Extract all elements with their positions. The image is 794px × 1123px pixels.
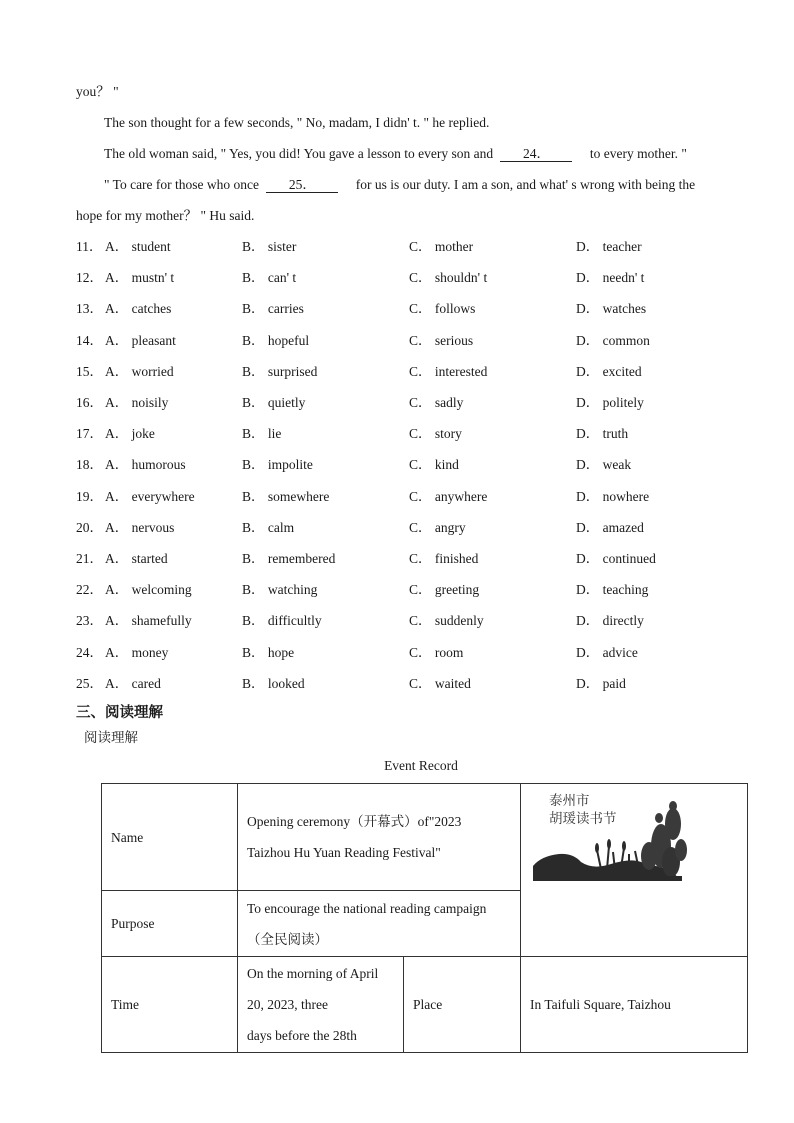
option-c: C． shouldn' t	[409, 270, 488, 286]
option-b: B． surprised	[242, 363, 318, 379]
option-b: B． impolite	[242, 457, 313, 473]
time-label-cell	[102, 957, 238, 1053]
passage-line-3-before: The old woman said, " Yes, you did! You gave a lesson to every son and	[104, 146, 494, 161]
place-label-cell	[404, 957, 521, 1053]
name-label-cell	[102, 784, 238, 891]
option-d: D． excited	[576, 363, 642, 379]
option-b: B． watching	[242, 582, 318, 598]
option-d: D． teaching	[576, 582, 649, 598]
option-d: D． paid	[576, 675, 626, 691]
option-d: D． continued	[576, 551, 656, 566]
question-number: 18．	[76, 457, 103, 473]
place-value: In Taifuli Square, Taizhou	[530, 997, 671, 1012]
section-subtitle: 阅读理解	[84, 730, 138, 746]
option-a: A． cared	[105, 675, 161, 691]
option-c: C． angry	[409, 519, 466, 535]
logo-line-2: 胡瑗读书节	[549, 811, 617, 827]
option-b: B． hope	[242, 644, 295, 660]
question-row	[76, 612, 776, 630]
question-number: 22．	[76, 582, 103, 598]
question-row	[76, 394, 776, 412]
option-c: C． waited	[409, 675, 471, 691]
option-a: A． welcoming	[105, 582, 192, 598]
purpose-line-2: （全民阅读）	[247, 931, 328, 947]
option-a: A． noisily	[105, 395, 169, 410]
option-c: C． kind	[409, 457, 459, 473]
passage-line-4	[104, 176, 695, 194]
purpose-label: Purpose	[111, 916, 155, 931]
question-row	[76, 675, 776, 693]
question-number: 21．	[76, 551, 103, 566]
festival-logo	[521, 784, 747, 890]
option-d: D． needn' t	[576, 270, 645, 286]
option-b: B． remembered	[242, 551, 336, 566]
question-row	[76, 488, 776, 506]
option-d: D． amazed	[576, 519, 644, 535]
question-number: 15．	[76, 363, 103, 379]
question-number: 24．	[76, 644, 103, 660]
option-b: B． lie	[242, 426, 282, 442]
passage-line-4-after: for us is our duty. I am a son, and what' s wrong with being the	[355, 177, 696, 192]
place-label: Place	[413, 997, 443, 1012]
passage-line-1: you？ "	[76, 84, 119, 99]
logo-cell	[521, 784, 748, 957]
option-a: A． joke	[105, 426, 155, 442]
question-row	[76, 425, 776, 443]
row-time	[102, 957, 748, 1053]
option-b: B． quietly	[242, 395, 306, 410]
option-b: B． hopeful	[242, 332, 310, 348]
logo-line-1: 泰州市	[549, 793, 590, 809]
cactus-silhouette-icon	[521, 784, 747, 890]
option-a: A． pleasant	[105, 332, 176, 348]
question-number: 25．	[76, 675, 103, 691]
option-b: B． sister	[242, 239, 297, 254]
option-c: C． follows	[409, 301, 476, 317]
passage-line-2: The son thought for a few seconds, " No, madam, I didn' t. " he replied.	[104, 115, 490, 130]
option-c: C． suddenly	[409, 613, 484, 629]
option-c: C． sadly	[409, 395, 464, 410]
question-number: 20．	[76, 519, 103, 535]
option-b: B． calm	[242, 519, 295, 535]
question-number: 19．	[76, 488, 103, 504]
purpose-line-1: To encourage the national reading campaign	[247, 900, 487, 916]
option-b: B． looked	[242, 675, 305, 691]
question-row	[76, 581, 776, 599]
option-a: A． shamefully	[105, 613, 192, 629]
question-row	[76, 550, 776, 568]
option-b: B． carries	[242, 301, 304, 317]
question-number: 12．	[76, 270, 103, 286]
question-number: 23．	[76, 613, 103, 629]
name-label: Name	[111, 829, 144, 845]
name-value-line-2: Taizhou Hu Yuan Reading Festival"	[247, 845, 441, 860]
question-row	[76, 300, 776, 318]
option-c: C． mother	[409, 239, 474, 254]
question-number: 16．	[76, 395, 103, 410]
question-number: 11．	[76, 239, 103, 254]
purpose-value-cell	[238, 891, 521, 957]
question-row	[76, 363, 776, 381]
option-d: D． common	[576, 332, 650, 348]
time-line-2: 20, 2023, three	[247, 997, 328, 1012]
blank-25: 25．	[266, 177, 338, 193]
option-d: D． watches	[576, 301, 647, 317]
option-c: C． room	[409, 644, 464, 660]
event-record-table	[101, 783, 748, 1053]
option-a: A． mustn' t	[105, 270, 175, 286]
option-d: D． weak	[576, 457, 632, 473]
question-row	[76, 519, 776, 537]
time-label: Time	[111, 997, 140, 1012]
question-row	[76, 456, 776, 474]
passage-line-4-before: " To care for those who once	[104, 177, 260, 192]
option-a: A． started	[105, 551, 168, 566]
passage-line-3-after: to every mother. "	[589, 146, 687, 161]
option-c: C． finished	[409, 551, 479, 566]
option-c: C． serious	[409, 332, 474, 348]
option-d: D． truth	[576, 426, 629, 442]
question-number: 13．	[76, 301, 103, 317]
section-title: 三、阅读理解	[76, 705, 163, 721]
time-line-3: days before the 28th	[247, 1028, 357, 1043]
option-d: D． politely	[576, 395, 644, 410]
option-d: D． directly	[576, 613, 644, 629]
passage-line-5: hope for my mother？ " Hu said.	[76, 208, 255, 223]
purpose-label-cell	[102, 891, 238, 957]
question-number: 17．	[76, 426, 103, 442]
place-value-cell	[521, 957, 748, 1053]
time-line-1: On the morning of April	[247, 966, 379, 981]
option-c: C． greeting	[409, 582, 480, 598]
name-value-cell	[238, 784, 521, 891]
option-c: C． anywhere	[409, 488, 488, 504]
option-c: C． story	[409, 426, 462, 442]
name-value-line-1: Opening ceremony（开幕式）of"2023	[247, 814, 462, 829]
option-c: C． interested	[409, 363, 488, 379]
option-a: A． money	[105, 644, 169, 660]
question-row	[76, 332, 776, 350]
option-a: A． everywhere	[105, 488, 195, 504]
option-a: A． worried	[105, 363, 174, 379]
question-number: 14．	[76, 332, 103, 348]
option-d: D． nowhere	[576, 488, 650, 504]
question-row	[76, 238, 776, 256]
blank-24: 24．	[500, 146, 572, 162]
time-value-cell	[238, 957, 404, 1053]
option-b: B． somewhere	[242, 488, 330, 504]
option-d: D． teacher	[576, 239, 642, 254]
passage-line-3	[104, 145, 687, 163]
row-name	[102, 784, 748, 891]
option-a: A． humorous	[105, 457, 186, 473]
option-d: D． advice	[576, 644, 638, 660]
question-row	[76, 269, 776, 287]
option-a: A． student	[105, 239, 171, 254]
option-b: B． can' t	[242, 270, 297, 286]
option-a: A． catches	[105, 301, 172, 317]
option-b: B． difficultly	[242, 613, 322, 629]
question-row	[76, 644, 776, 662]
table-caption: Event Record	[384, 758, 458, 773]
option-a: A． nervous	[105, 519, 175, 535]
